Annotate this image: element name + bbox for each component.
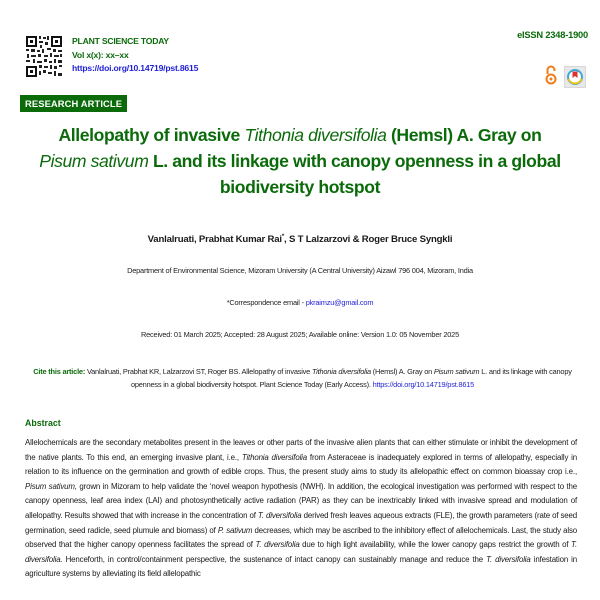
correspondence-label: *Correspondence email -	[226, 298, 306, 307]
abstract-text: from Asteraceae is inadequately explored in terms of allelopathy, especially in relation to its influence on the germination and growth of edible crops. Thus, the present study aims to study its allelopathic effect on common bioassay crop i.e.,	[25, 452, 577, 477]
journal-info	[72, 35, 198, 76]
title-text: (Hemsl) A. Gray on	[386, 125, 542, 145]
email-link[interactable]: pkraimzu@gmail.com	[305, 298, 374, 307]
citation-label: Cite this article:	[33, 367, 86, 376]
citation-text: Vanlalruati, Prabhat KR, Lalzarzovi ST, Roger BS. Allelopathy of invasive	[85, 367, 312, 376]
abstract-text: infestation in agriculture systems by alleviating its field allelopathic	[25, 554, 577, 579]
abstract-text: Henceforth, in control/containment perspective, the sustenance of intact canopy can sustainably manage and reduce the	[62, 554, 487, 564]
abstract-body	[25, 436, 577, 582]
title-text: Allelopathy of invasive	[58, 125, 245, 145]
publication-dates: Received: 01 March 2025; Accepted: 28 August 2025; Available online: Version 1.0: 05 November 2025	[141, 330, 459, 339]
citation-block	[25, 365, 580, 391]
eissn-label: eISSN 2348-1900	[517, 30, 588, 40]
author-list	[0, 234, 600, 245]
title-species-1: Tithonia diversifolia	[244, 125, 387, 145]
citation-text: L. and its linkage with canopy openness in a global biodiversity hotspot. Plant Science Today (Early Access).	[130, 367, 572, 389]
abstract-species: T. diversifolia	[255, 540, 300, 550]
abstract-species: T. diversifolia.	[25, 540, 577, 564]
authors-text: Vanlalruati, Prabhat Kumar Rai	[147, 234, 282, 246]
title-species-2: Pisum sativum	[39, 151, 149, 171]
journal-volume: Vol x(x): xx–xx	[72, 49, 129, 60]
title-text: L. and its linkage with canopy openness in a global biodiversity hotspot	[148, 151, 561, 197]
qr-code-icon	[25, 35, 63, 78]
paper-title	[20, 122, 580, 200]
correspondence	[0, 298, 600, 307]
article-type-badge: RESEARCH ARTICLE	[20, 95, 127, 112]
corresponding-mark: *	[281, 234, 285, 240]
doi-link[interactable]: https://doi.org/10.14719/pst.8615	[72, 63, 199, 73]
abstract-text: decreases, which may be ascribed to the inhibitory effect of allelochemicals. Last, the study also observed that the higher canopy openness facilitates the spread of	[25, 525, 577, 550]
citation-text: (Hemsl) A. Gray on	[370, 367, 434, 376]
crossmark-icon[interactable]	[564, 66, 586, 88]
affiliation: Department of Environmental Science, Mizoram University (A Central University) Aizawl 796 004, Mizoram, India	[127, 266, 473, 275]
abstract-species: Pisum sativum,	[25, 481, 77, 491]
abstract-text: grown in Mizoram to help validate the ‘novel weapon hypothesis (NWH). In addition, the ecological investigation was performed with respect to the canopy openness, leaf area index (LAI) and photosynthetically active radiation (PAR) as they can be inextricably linked with invasive spread and modulation of allelopathy. Results showed that with increase in the concentration of	[25, 481, 577, 520]
abstract-species: Tithonia diversifolia	[241, 452, 308, 462]
abstract-species: T. diversifolia	[257, 510, 302, 520]
citation-species: Pisum sativum	[433, 367, 480, 376]
abstract-species: T. diversifolia	[486, 554, 531, 564]
abstract-heading: Abstract	[25, 418, 61, 428]
abstract-text: due to high light availability, while the lower canopy gaps restrict the growth of	[299, 540, 571, 550]
citation-doi-link[interactable]: https://doi.org/10.14719/pst.8615	[372, 380, 475, 389]
citation-species: Tithonia diversifolia	[311, 367, 371, 376]
abstract-text: Allelochemicals are the secondary metabolites present in the leaves or other parts of the invasive alien plants that can either stimulate or inhibit the development of the native plants. To this end, an emerging invasive plant, i.e.,	[25, 438, 577, 462]
abstract-species: P. sativum	[217, 525, 253, 535]
open-access-icon[interactable]	[545, 65, 557, 85]
journal-name: PLANT SCIENCE TODAY	[72, 36, 169, 46]
authors-text: , S T Lalzarzovi & Roger Bruce Syngkli	[284, 234, 453, 246]
abstract-text: derived fresh leaves aqueous extracts (FLE), the growth parameters (rate of seed germination, seed radicle, seed plumule and biomass) of	[25, 510, 577, 535]
